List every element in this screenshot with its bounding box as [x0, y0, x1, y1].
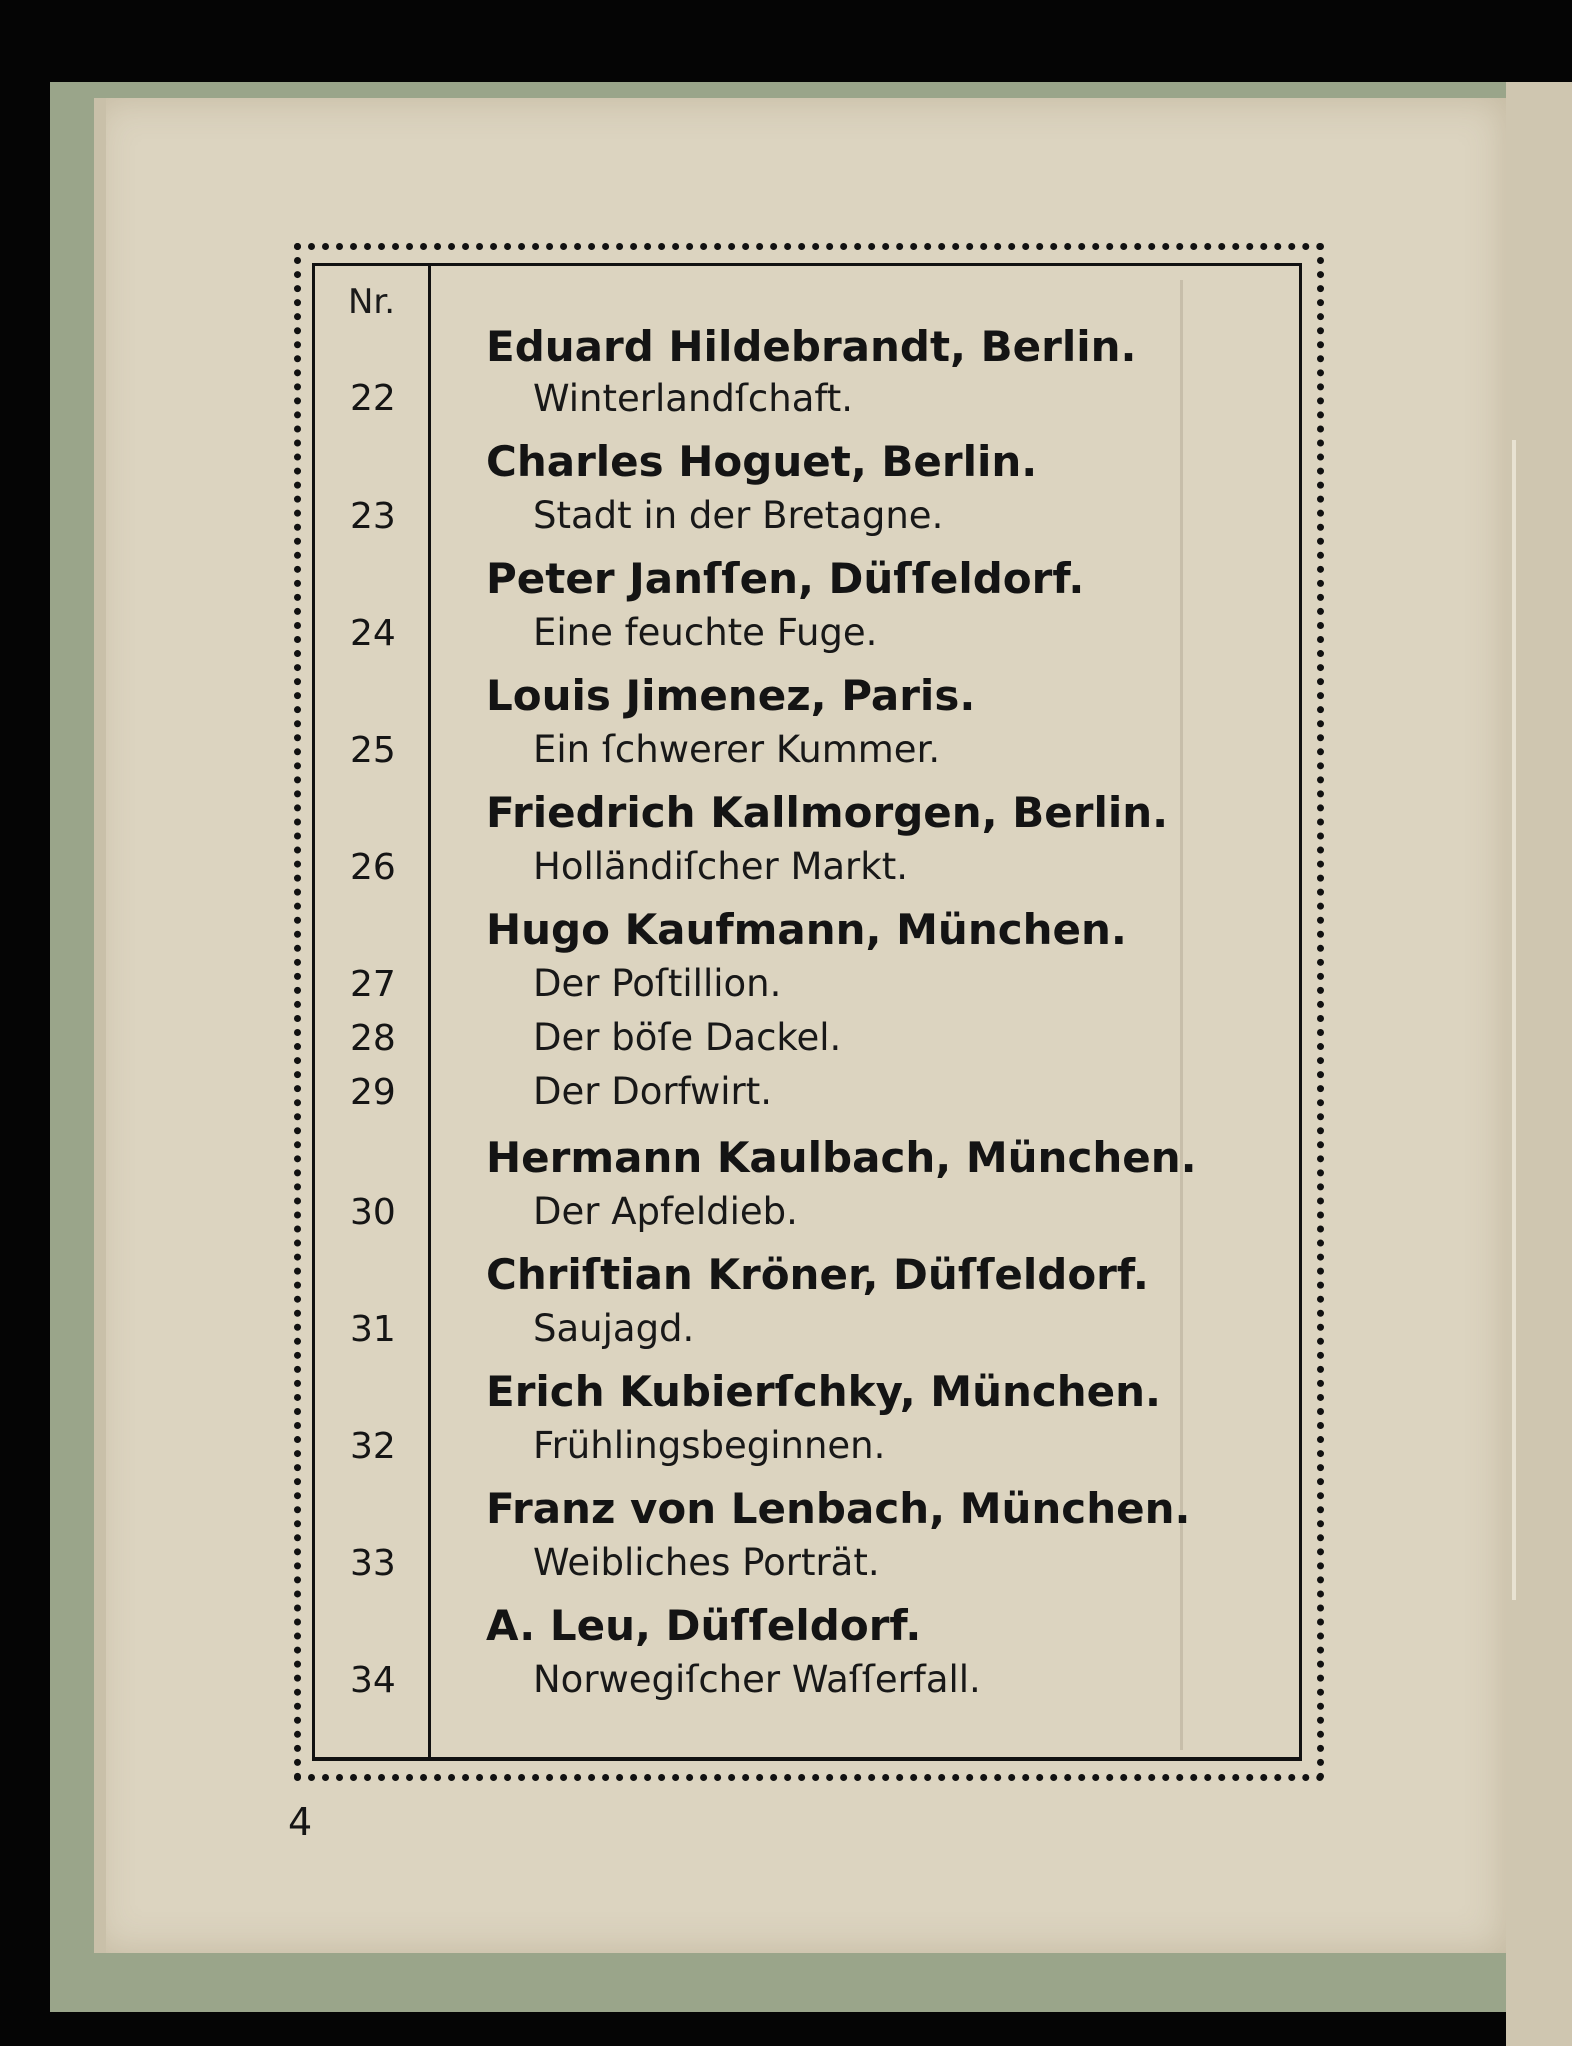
artist-name: Louis Jimenez, Paris.: [486, 671, 976, 720]
page-number: 4: [288, 1800, 313, 1844]
artist-name: Franz von Lenbach, München.: [486, 1484, 1191, 1533]
work-title: Stadt in der Bretagne.: [533, 494, 944, 537]
artist-name: Hugo Kaufmann, München.: [486, 905, 1127, 954]
work-title: Eine feuchte Fuge.: [533, 611, 878, 654]
work-title: Winterlandſchaft.: [533, 377, 854, 420]
work-number: 32: [350, 1426, 396, 1467]
work-title: Der böſe Dackel.: [533, 1016, 842, 1059]
work-number: 27: [350, 964, 396, 1005]
work-title: Der Dorfwirt.: [533, 1070, 772, 1113]
work-title: Holländiſcher Markt.: [533, 845, 908, 888]
work-title: Weibliches Porträt.: [533, 1541, 880, 1584]
work-number: 22: [350, 378, 396, 419]
work-number: 24: [350, 613, 396, 654]
artist-name: Chriſtian Kröner, Düſſeldorf.: [486, 1250, 1149, 1299]
work-number: 29: [350, 1072, 396, 1113]
work-number: 23: [350, 496, 396, 537]
artist-name: Hermann Kaulbach, München.: [486, 1133, 1197, 1182]
artist-name: Friedrich Kallmorgen, Berlin.: [486, 788, 1169, 837]
work-title: Der Poſtillion.: [533, 962, 782, 1005]
artist-name: A. Leu, Düſſeldorf.: [486, 1601, 922, 1650]
work-number: 33: [350, 1543, 396, 1584]
artist-name: Charles Hoguet, Berlin.: [486, 437, 1038, 486]
work-title: Der Apfeldieb.: [533, 1190, 798, 1233]
binding-thread: [1512, 440, 1516, 1600]
work-title: Ein ſchwerer Kummer.: [533, 728, 941, 771]
work-number: 30: [350, 1192, 396, 1233]
work-title: Frühlingsbeginnen.: [533, 1424, 886, 1467]
work-number: 31: [350, 1309, 396, 1350]
work-number: 26: [350, 847, 396, 888]
artist-name: Erich Kubierſchky, München.: [486, 1367, 1162, 1416]
work-number: 34: [350, 1660, 396, 1701]
work-number: 25: [350, 730, 396, 771]
nr-column-header: Nr.: [348, 282, 396, 322]
artist-name: Peter Janſſen, Düſſeldorf.: [486, 554, 1085, 603]
table-frame: [312, 263, 1302, 1761]
page-spine: [94, 98, 106, 1953]
work-title: Saujagd.: [533, 1307, 695, 1350]
column-divider: [428, 266, 431, 1758]
work-title: Norwegiſcher Waſſerfall.: [533, 1658, 981, 1701]
work-number: 28: [350, 1018, 396, 1059]
artist-name: Eduard Hildebrandt, Berlin.: [486, 322, 1137, 371]
